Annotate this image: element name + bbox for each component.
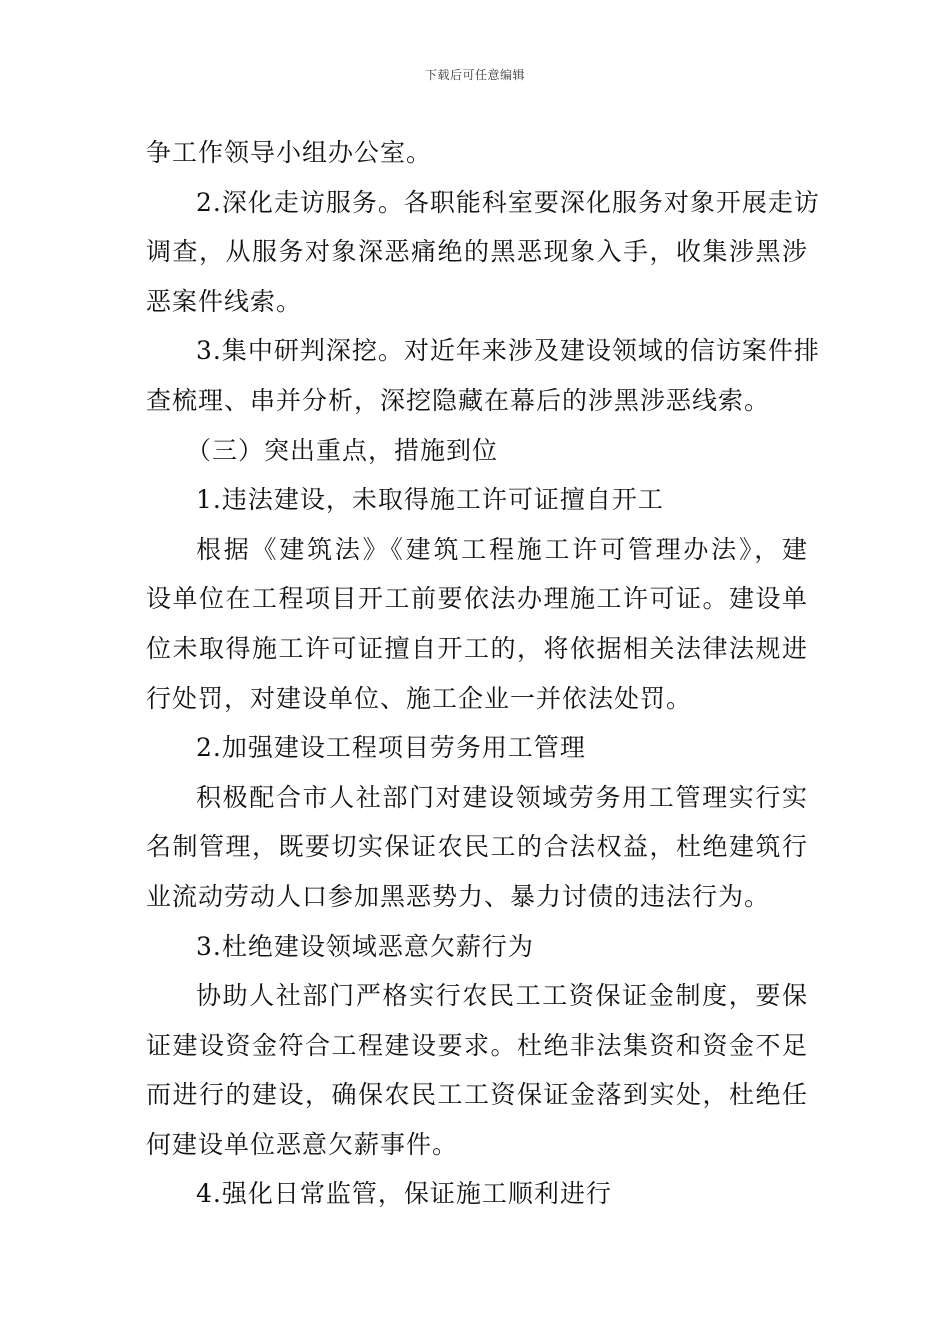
text-line: 查梳理、串并分析，深挖隐藏在幕后的涉黑涉恶线索。 — [146, 385, 771, 415]
document-body — [146, 128, 820, 1219]
text-line: 争工作领导小组办公室。 — [146, 138, 433, 167]
text-line: 何建设单位恶意欠薪事件。 — [146, 1129, 459, 1159]
text-line: 3.集中研判深挖。对近年来涉及建设领域的信访案件排 — [196, 336, 820, 366]
text-line: 2.深化走访服务。各职能科室要深化服务对象开展走访 — [196, 187, 820, 217]
text-line: 4.强化日常监管，保证施工顺利进行 — [196, 1179, 612, 1209]
text-line: 积极配合市人社部门对建设领域劳务用工管理实行实 — [196, 782, 808, 812]
text-line: 调查，从服务对象深恶痛绝的黑恶现象入手，收集涉黑涉 — [146, 237, 808, 267]
text-line: 名制管理，既要切实保证农民工的合法权益，杜绝建筑行 — [146, 832, 808, 862]
text-line: 设单位在工程项目开工前要依法办理施工许可证。建设单 — [146, 584, 808, 614]
text-line: 3.杜绝建设领域恶意欠薪行为 — [196, 931, 534, 961]
text-line: （三）突出重点，措施到位 — [186, 435, 499, 465]
text-line: 协助人社部门严格实行农民工工资保证金制度，要保 — [196, 981, 808, 1011]
text-line: 业流动劳动人口参加黑恶势力、暴力讨债的违法行为。 — [146, 881, 771, 911]
text-line: 2.加强建设工程项目劳务用工管理 — [196, 733, 586, 763]
text-line: 根据《建筑法》《建筑工程施工许可管理办法》，建 — [196, 534, 808, 564]
text-line: 位未取得施工许可证擅自开工的，将依据相关法律法规进 — [146, 633, 808, 663]
text-line: 1.违法建设，未取得施工许可证擅自开工 — [196, 485, 664, 515]
text-line: 证建设资金符合工程建设要求。杜绝非法集资和资金不足 — [146, 1030, 808, 1060]
text-line: 行处罚，对建设单位、施工企业一并依法处罚。 — [146, 683, 693, 713]
header-note: 下载后可任意编辑 — [424, 68, 525, 82]
text-line: 恶案件线索。 — [146, 286, 303, 316]
text-line: 而进行的建设，确保农民工工资保证金落到实处，杜绝任 — [146, 1080, 808, 1110]
